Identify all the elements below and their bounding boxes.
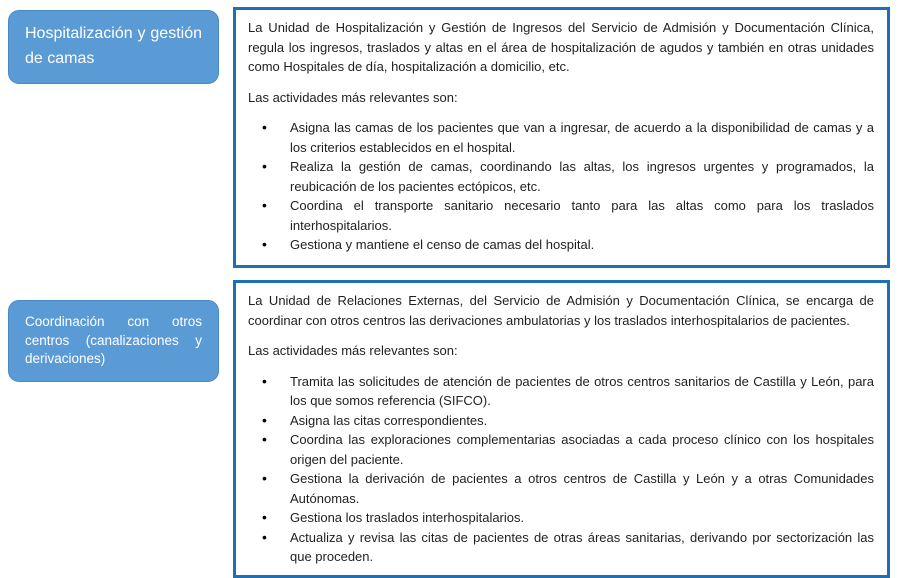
bullet-item: • Asigna las citas correspondientes. bbox=[262, 411, 874, 431]
bullet-item: • Actualiza y revisa las citas de pacientes de otras áreas sanitarias, derivando por sectorización las que proceden. bbox=[262, 528, 874, 567]
intro-paragraph: La Unidad de Hospitalización y Gestión de Ingresos del Servicio de Admisión y Documentación Clínica, regula los ingresos, traslados y altas en el área de hospitalización de agudos y también en otras unidades como Hospitales de día, hospitalización a domicilio, etc. bbox=[248, 20, 874, 74]
bullet-item: • Gestiona y mantiene el censo de camas del hospital. bbox=[262, 235, 874, 255]
section-label-text: Coordinación con otros centros (canalizaciones y derivaciones) bbox=[25, 313, 202, 367]
section-label-coordinacion bbox=[8, 300, 219, 382]
section-label-hospitalizacion bbox=[8, 10, 219, 84]
bullet-item: • Gestiona la derivación de pacientes a otros centros de Castilla y León y a otras Comunidades Autónomas. bbox=[262, 469, 874, 508]
bullet-item: • Coordina el transporte sanitario necesario tanto para las altas como para los traslados interhospitalarios. bbox=[262, 196, 874, 235]
bullet-item: • Realiza la gestión de camas, coordinando las altas, los ingresos urgentes y programados, la reubicación de los pacientes ectópicos, etc. bbox=[262, 157, 874, 196]
bullet-item: • Gestiona los traslados interhospitalarios. bbox=[262, 508, 874, 528]
activities-heading: Las actividades más relevantes son: bbox=[248, 343, 458, 358]
bullet-item: • Asigna las camas de los pacientes que van a ingresar, de acuerdo a la disponibilidad de camas y a los criterios establecidos en el hospital. bbox=[262, 118, 874, 157]
section-content-coordinacion bbox=[233, 280, 890, 578]
section-content-hospitalizacion bbox=[233, 7, 890, 268]
section-label-text: Hospitalización y gestión de camas bbox=[25, 25, 202, 67]
activities-list bbox=[248, 118, 874, 255]
activities-heading: Las actividades más relevantes son: bbox=[248, 89, 458, 105]
bullet-item: • Coordina las exploraciones complementarias asociadas a cada proceso clínico con los hospitales origen del paciente. bbox=[262, 430, 874, 469]
activities-list bbox=[248, 372, 874, 567]
bullet-item: • Tramita las solicitudes de atención de pacientes de otros centros sanitarios de Castilla y León, para los que somos referencia (SIFCO). bbox=[262, 372, 874, 411]
intro-paragraph: La Unidad de Relaciones Externas, del Servicio de Admisión y Documentación Clínica, se encarga de coordinar con otros centros las derivaciones ambulatorias y los traslados interhospitalarios de pacientes. bbox=[248, 293, 874, 328]
